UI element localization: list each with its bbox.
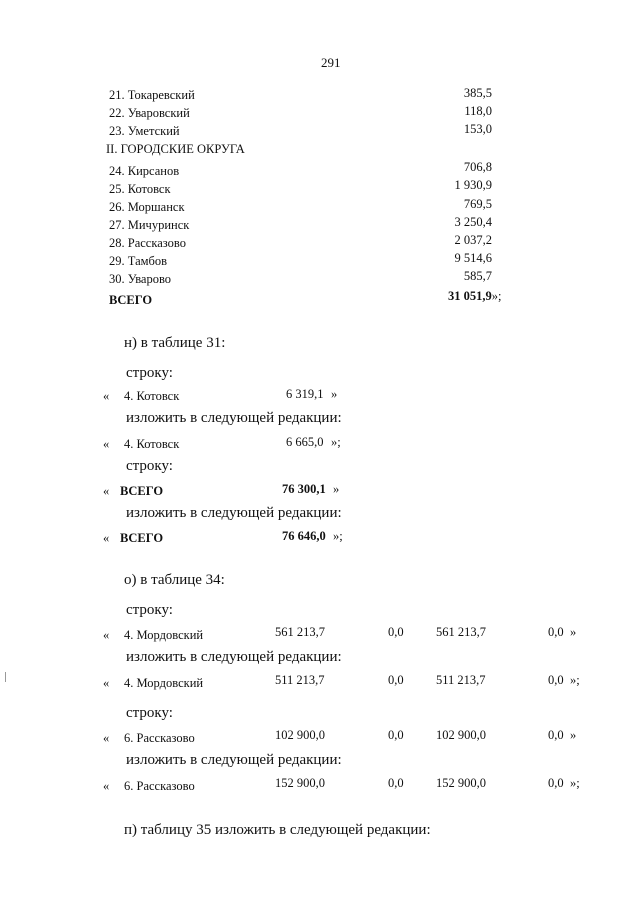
table-row-value: 385,5	[463, 86, 492, 100]
instruction-row: строку:	[126, 365, 173, 381]
table-row-name: 25. Котовск	[109, 182, 171, 196]
row-value: 76 646,0	[282, 529, 326, 543]
instruction-edit: изложить в следующей редакции:	[126, 649, 342, 665]
total-label: ВСЕГО	[109, 293, 153, 307]
total-value: 31 051,9	[448, 289, 492, 303]
open-quote: «	[103, 628, 110, 642]
row-value-4: 0,0	[548, 625, 564, 639]
page-number: 291	[321, 55, 341, 70]
row-name: 4. Мордовский	[124, 676, 204, 690]
row-value: 6 665,0	[286, 435, 324, 449]
row-value-1: 511 213,7	[275, 673, 325, 687]
table-row-value: 118,0	[464, 104, 492, 118]
table-row-name: 29. Тамбов	[109, 254, 168, 268]
row-name: 4. Котовск	[124, 437, 180, 451]
row-value-1: 102 900,0	[275, 728, 325, 742]
section-heading-o: о) в таблице 34:	[124, 572, 225, 588]
open-quote: «	[103, 676, 110, 690]
table-row-value: 1 930,9	[454, 178, 492, 192]
row-value-4: 0,0	[548, 728, 564, 742]
table-row-name: 27. Мичуринск	[109, 218, 190, 232]
row-value-2: 0,0	[388, 776, 404, 790]
margin-mark	[5, 672, 6, 682]
close-quote: »	[570, 625, 577, 639]
table-row-value: 706,8	[463, 160, 492, 174]
close-quote: »	[570, 728, 577, 742]
close-quote: »	[333, 482, 340, 496]
close-quote: »;	[333, 529, 343, 543]
table-row-value: 153,0	[463, 122, 492, 136]
row-name: ВСЕГО	[120, 531, 164, 545]
open-quote: «	[103, 731, 110, 745]
row-name: 6. Рассказово	[124, 731, 195, 745]
instruction-row: строку:	[126, 705, 173, 721]
closing-quote: »;	[491, 289, 502, 303]
table-row-name: 23. Уметский	[109, 124, 180, 138]
section-heading-n: н) в таблице 31:	[124, 335, 226, 351]
row-value-4: 0,0	[548, 776, 564, 790]
table-row-name: 24. Кирсанов	[109, 164, 180, 178]
open-quote: «	[103, 531, 110, 545]
row-value-3: 102 900,0	[436, 728, 486, 742]
row-name: 4. Мордовский	[124, 628, 204, 642]
row-value-4: 0,0	[548, 673, 564, 687]
table-row-name: 22. Уваровский	[109, 106, 190, 120]
table-row-value: 3 250,4	[454, 215, 492, 229]
row-value-1: 152 900,0	[275, 776, 325, 790]
table-row-value: 9 514,6	[454, 251, 492, 265]
instruction-row: строку:	[126, 458, 173, 474]
instruction-row: строку:	[126, 602, 173, 618]
row-name: ВСЕГО	[120, 484, 164, 498]
open-quote: «	[103, 389, 110, 403]
instruction-edit: изложить в следующей редакции:	[126, 752, 342, 768]
row-value-2: 0,0	[388, 673, 404, 687]
row-name: 6. Рассказово	[124, 779, 195, 793]
close-quote: »	[331, 387, 338, 401]
row-value-3: 561 213,7	[436, 625, 486, 639]
close-quote: »;	[570, 673, 580, 687]
open-quote: «	[103, 779, 110, 793]
open-quote: «	[103, 484, 110, 498]
row-value-2: 0,0	[388, 728, 404, 742]
section-heading: II. ГОРОДСКИЕ ОКРУГА	[106, 142, 245, 156]
section-heading-p: п) таблицу 35 изложить в следующей редакции:	[124, 822, 431, 838]
table-row-value: 2 037,2	[454, 233, 492, 247]
row-value-1: 561 213,7	[275, 625, 325, 639]
table-row-value: 769,5	[463, 197, 492, 211]
row-value: 76 300,1	[282, 482, 326, 496]
open-quote: «	[103, 437, 110, 451]
close-quote: »;	[331, 435, 341, 449]
table-row-value: 585,7	[463, 269, 492, 283]
row-value-3: 152 900,0	[436, 776, 486, 790]
table-row-name: 21. Токаревский	[109, 88, 195, 102]
row-value: 6 319,1	[286, 387, 324, 401]
row-value-3: 511 213,7	[436, 673, 486, 687]
row-value-2: 0,0	[388, 625, 404, 639]
table-row-name: 26. Моршанск	[109, 200, 185, 214]
table-row-name: 28. Рассказово	[109, 236, 186, 250]
table-row-name: 30. Уварово	[109, 272, 172, 286]
instruction-edit: изложить в следующей редакции:	[126, 505, 342, 521]
close-quote: »;	[570, 776, 580, 790]
instruction-edit: изложить в следующей редакции:	[126, 410, 342, 426]
row-name: 4. Котовск	[124, 389, 180, 403]
